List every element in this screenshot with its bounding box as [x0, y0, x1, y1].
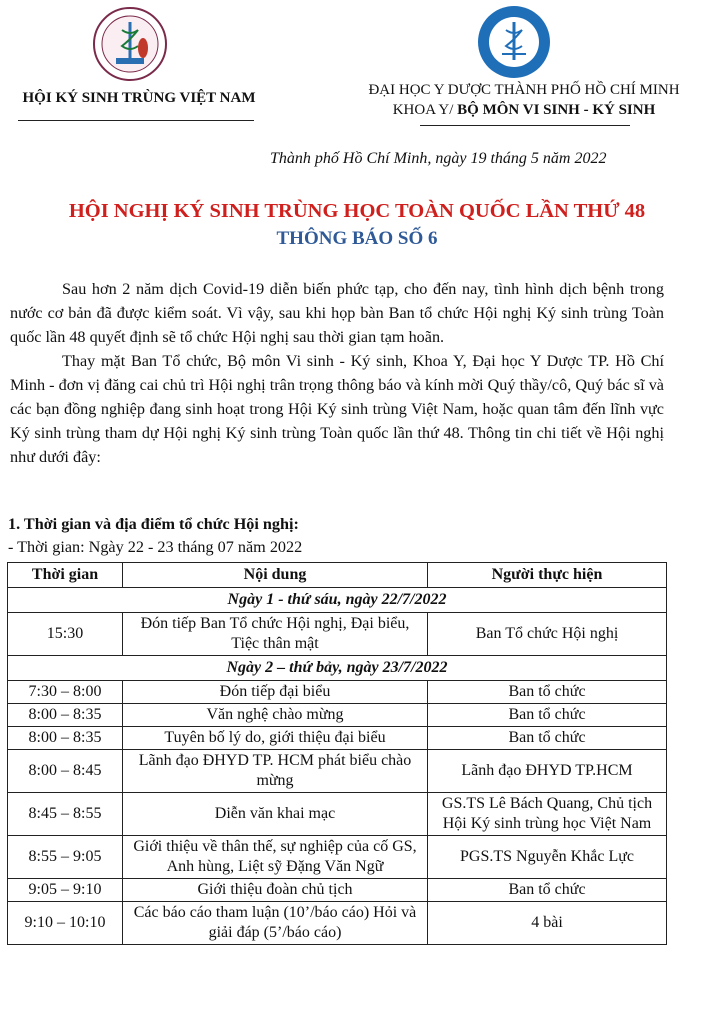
header-content: Nội dung	[123, 563, 428, 588]
header-time: Thời gian	[8, 563, 123, 588]
row-content: Diễn văn khai mạc	[123, 793, 428, 836]
paragraph-1: Sau hơn 2 năm dịch Covid-19 diễn biến phức tạp, cho đến nay, tình hình dịch bệnh trong nước cơ bản đã được kiểm soát. Vì vậy, sau khi họp bàn Ban tổ chức Hội nghị Ký sinh trùng Toàn quốc lần 48 quyết định sẽ tổ chức Hội nghị sau thời gian tạm hoãn.	[10, 280, 664, 346]
row-time: 8:00 – 8:45	[8, 750, 123, 793]
day-2-label: Ngày 2 – thứ bảy, ngày 23/7/2022	[8, 656, 667, 681]
row-content: Đón tiếp đại biểu	[123, 681, 428, 704]
row-content: Văn nghệ chào mừng	[123, 704, 428, 727]
row-content: Đón tiếp Ban Tổ chức Hội nghị, Đại biểu, Tiệc thân mật	[123, 613, 428, 656]
university-logo	[476, 4, 552, 80]
left-organization-name: HỘI KÝ SINH TRÙNG VIỆT NAM	[22, 90, 256, 106]
row-time: 9:05 – 9:10	[8, 879, 123, 902]
table-row	[8, 613, 667, 656]
body-text	[10, 277, 664, 469]
row-content: Tuyên bố lý do, giới thiệu đại biểu	[123, 727, 428, 750]
row-person: Ban tổ chức	[428, 879, 667, 902]
row-time: 7:30 – 8:00	[8, 681, 123, 704]
table-row	[8, 704, 667, 727]
right-organization	[338, 80, 710, 120]
table-row	[8, 836, 667, 879]
paragraph-2: Thay mặt Ban Tổ chức, Bộ môn Vi sinh - Ký sinh, Khoa Y, Đại học Y Dược TP. Hồ Chí Minh - đơn vị đăng cai chủ trì Hội nghị trân trọng thông báo và kính mời Quý thầy/cô, Quý bác sĩ và các bạn đồng nghiệp đang sinh hoạt trong Hội Ký sinh trùng Việt Nam, hoặc quan tâm đến lĩnh vực Ký sinh trùng tham dự Hội nghị Ký sinh trùng Toàn quốc lần thứ 48. Thông tin chi tiết về Hội nghị như dưới đây:	[10, 352, 664, 466]
announcement-number: THÔNG BÁO SỐ 6	[276, 228, 438, 249]
section-1-heading: 1. Thời gian và địa điểm tổ chức Hội nghị:	[8, 515, 299, 533]
row-person: Ban tổ chức	[428, 681, 667, 704]
row-person: GS.TS Lê Bách Quang, Chủ tịch Hội Ký sinh trùng học Việt Nam	[428, 793, 667, 836]
university-name: ĐẠI HỌC Y DƯỢC THÀNH PHỐ HỒ CHÍ MINH	[368, 82, 680, 98]
row-time: 9:10 – 10:10	[8, 902, 123, 945]
row-person: Ban Tổ chức Hội nghị	[428, 613, 667, 656]
left-divider	[18, 120, 254, 121]
header-person: Người thực hiện	[428, 563, 667, 588]
row-content: Giới thiệu về thân thế, sự nghiệp của cố GS, Anh hùng, Liệt sỹ Đặng Văn Ngữ	[123, 836, 428, 879]
day-1-label: Ngày 1 - thứ sáu, ngày 22/7/2022	[8, 588, 667, 613]
day-1-row	[8, 588, 667, 613]
time-line: - Thời gian: Ngày 22 - 23 tháng 07 năm 2022	[8, 538, 303, 556]
table-row	[8, 727, 667, 750]
row-person: PGS.TS Nguyễn Khắc Lực	[428, 836, 667, 879]
row-content: Giới thiệu đoàn chủ tịch	[123, 879, 428, 902]
table-header-row	[8, 563, 667, 588]
right-divider	[420, 125, 630, 126]
table-row	[8, 793, 667, 836]
row-time: 8:00 – 8:35	[8, 727, 123, 750]
row-time: 8:45 – 8:55	[8, 793, 123, 836]
conference-title: HỘI NGHỊ KÝ SINH TRÙNG HỌC TOÀN QUỐC LẦN THỨ 48	[68, 200, 646, 222]
table-row	[8, 902, 667, 945]
row-time: 8:00 – 8:35	[8, 704, 123, 727]
row-person: Lãnh đạo ĐHYD TP.HCM	[428, 750, 667, 793]
row-person: Ban tổ chức	[428, 727, 667, 750]
row-person: 4 bài	[428, 902, 667, 945]
row-person: Ban tổ chức	[428, 704, 667, 727]
faculty-line	[338, 100, 710, 120]
faculty-prefix: KHOA Y/	[392, 102, 458, 118]
row-content: Lãnh đạo ĐHYD TP. HCM phát biểu chào mừng	[123, 750, 428, 793]
table-row	[8, 681, 667, 704]
table-row	[8, 750, 667, 793]
table-row	[8, 879, 667, 902]
row-content: Các báo cáo tham luận (10’/báo cáo) Hỏi và giải đáp (5’/báo cáo)	[123, 902, 428, 945]
day-2-row	[8, 656, 667, 681]
schedule-table	[7, 562, 667, 945]
row-time: 15:30	[8, 613, 123, 656]
parasitology-society-logo	[92, 6, 168, 82]
department-name: BỘ MÔN VI SINH - KÝ SINH	[457, 102, 656, 118]
row-time: 8:55 – 9:05	[8, 836, 123, 879]
date-line: Thành phố Hồ Chí Minh, ngày 19 tháng 5 năm 2022	[270, 150, 607, 167]
